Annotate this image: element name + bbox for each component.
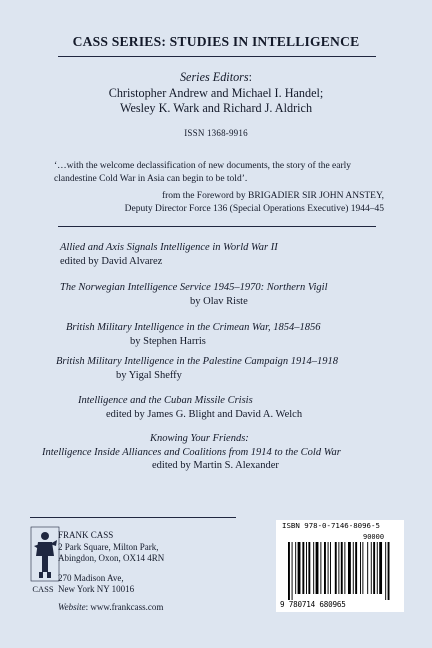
- barcode-digits: 9 780714 680965: [280, 600, 346, 609]
- book-subtitle: Intelligence Inside Alliances and Coalitions from 1914 to the Cold War: [42, 446, 341, 458]
- book-title: Intelligence and the Cuban Missile Crisis: [78, 395, 253, 406]
- book-credit: edited by James G. Blight and David A. Welch: [106, 408, 303, 420]
- book-credit: by Stephen Harris: [130, 335, 206, 347]
- book-title: British Military Intelligence in the Crimean War, 1854–1856: [66, 322, 321, 333]
- attribution-line-2: Deputy Director Force 136 (Special Operations Executive) 1944–45: [124, 204, 384, 214]
- attribution-line-1: from the Foreword by BRIGADIER SIR JOHN ANSTEY,: [161, 191, 384, 201]
- book-entry: [66, 321, 321, 348]
- address-line: 270 Madison Ave,: [58, 572, 124, 583]
- editors-line-1: Christopher Andrew and Michael I. Handel;: [108, 85, 324, 100]
- publisher-address: [58, 530, 164, 613]
- book-title: Allied and Axis Signals Intelligence in World War II: [60, 242, 278, 253]
- book-credit: edited by David Alvarez: [60, 255, 163, 267]
- quote-attribution: [125, 190, 384, 216]
- address-line: New York NY 10016: [58, 584, 135, 594]
- barcode-bars: [286, 542, 396, 600]
- address-line: 2 Park Square, Milton Park,: [58, 541, 159, 552]
- publisher-name: FRANK CASS: [58, 530, 114, 540]
- price-code: 90000: [363, 533, 385, 541]
- website-url: : www.frankcass.com: [85, 601, 164, 612]
- book-entry: [56, 355, 338, 382]
- book-entry: [60, 241, 278, 268]
- series-title: CASS SERIES: STUDIES IN INTELLIGENCE: [72, 34, 360, 49]
- book-entry: [42, 432, 341, 473]
- book-entry: [78, 394, 302, 421]
- issn: ISSN 1368-9916: [184, 128, 248, 138]
- publisher-logo: [30, 526, 60, 582]
- book-title: Knowing Your Friends:: [150, 433, 249, 444]
- editors-line-2: Wesley K. Wark and Richard J. Aldrich: [119, 101, 313, 115]
- book-credit: by Yigal Sheffy: [116, 369, 182, 381]
- book-entry: [60, 281, 328, 308]
- series-editors: Series Editors: Christopher Andrew and Michael I. Handel; Wesley K. Wark and Richard J. Aldrich: [0, 70, 432, 117]
- book-credit: edited by Martin S. Alexander: [152, 460, 279, 471]
- address-line: Abingdon, Oxon, OX14 4RN: [58, 553, 165, 563]
- title-divider: [58, 56, 376, 57]
- website-label: Website: [58, 601, 86, 612]
- book-title: The Norwegian Intelligence Service 1945–1970: Northern Vigil: [60, 282, 328, 293]
- book-credit: by Olav Riste: [190, 295, 248, 307]
- editors-label: Series Editors: [179, 70, 249, 84]
- logo-label: CASS: [32, 584, 54, 594]
- book-title: British Military Intelligence in the Palestine Campaign 1914–1918: [56, 356, 339, 367]
- publisher-divider: [30, 517, 236, 518]
- website-line: [58, 602, 164, 614]
- foreword-quote: ‘…with the welcome declassification of new documents, the story of the early clandestine Cold War in Asia can begin to be told’.: [54, 161, 352, 184]
- isbn-text: ISBN 978-0-7146-8096-5: [282, 521, 380, 530]
- section-divider: [58, 226, 376, 227]
